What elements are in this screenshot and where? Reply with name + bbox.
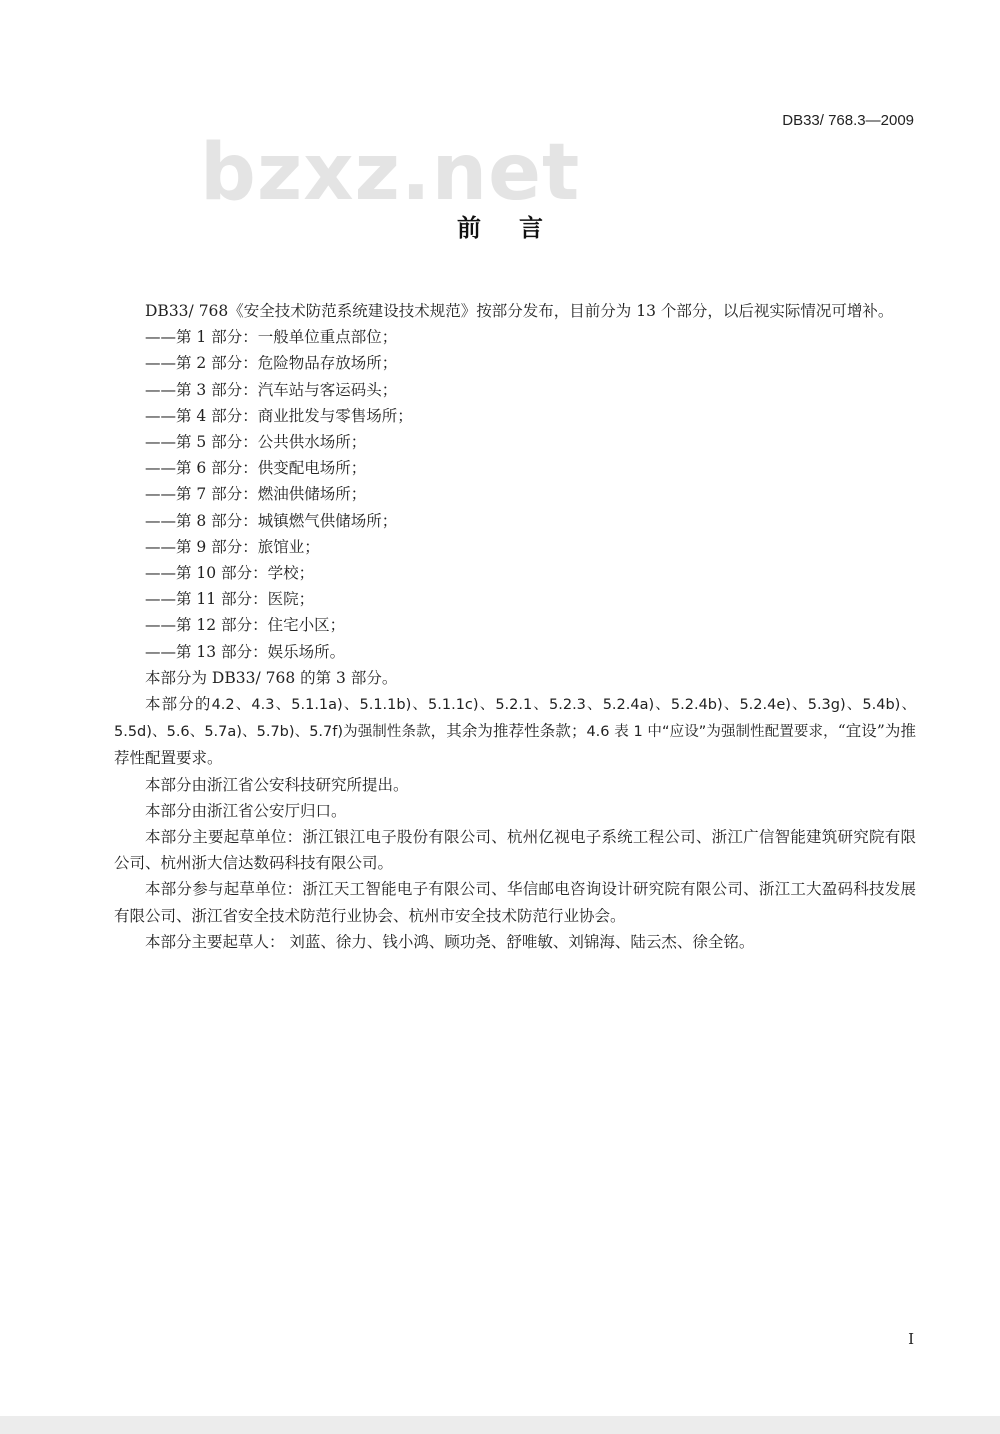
page-number: I <box>908 1330 914 1348</box>
text: 本部分的 <box>145 695 212 714</box>
watermark: bzxz.net <box>200 128 581 218</box>
participating-drafters-paragraph: 本部分参与起草单位：浙江天工智能电子有限公司、华信邮电咨询设计研究院有限公司、浙江工大盈码科技发展有限公司、浙江省安全技术防范行业协会、杭州市安全技术防范行业协会。 <box>114 880 916 925</box>
intro-paragraph: DB33/ 768《安全技术防范系统建设技术规范》按部分发布，目前分为 13 个部分，以后视实际情况可增补。 <box>145 302 894 320</box>
proposed-by-paragraph: 本部分由浙江省公安科技研究所提出。 <box>145 775 409 794</box>
managed-by-paragraph: 本部分由浙江省公安厅归口。 <box>145 801 347 820</box>
list-item: ——第 11 部分：医院； <box>145 590 315 609</box>
main-drafters-paragraph: 本部分主要起草单位：浙江银江电子股份有限公司、杭州亿视电子系统工程公司、浙江广信智能建筑研究院有限公司、杭州浙大信达数码科技有限公司。 <box>114 828 916 873</box>
bottom-band <box>0 1416 1000 1434</box>
text: “宜设”为推荐性配置要求。 <box>114 722 916 768</box>
list-item: ——第 13 部分：娱乐场所。 <box>145 642 346 661</box>
list-item: ——第 5 部分：公共供水场所； <box>145 433 367 452</box>
list-item: ——第 3 部分：汽车站与客运码头； <box>145 380 398 399</box>
list-item: ——第 9 部分：旅馆业； <box>145 537 320 556</box>
mandatory-clauses-paragraph <box>114 691 916 772</box>
text: ，其余为推荐性条款； <box>430 722 587 741</box>
list-item: ——第 7 部分：燃油供储场所； <box>145 485 367 504</box>
document-body <box>114 298 916 955</box>
mandatory-config: 4.6 表 1 中“应设”为强制性配置要求， <box>586 724 838 741</box>
list-item: ——第 1 部分：一般单位重点部位； <box>145 328 398 347</box>
standard-code: DB33/ 768.3—2009 <box>782 112 914 129</box>
list-item: ——第 4 部分：商业批发与零售场所； <box>145 406 413 425</box>
mandatory-clauses: 4.2、4.3、5.1.1a)、5.1.1b)、5.1.1c)、5.2.1、5.2.3、5.2.4a)、5.2.4b)、5.2.4e)、5.3g)、5.4b)、5.5d)、5.6、5.7a)、5.7b)、5.7f)为强制性条款 <box>114 697 916 741</box>
list-item: ——第 10 部分：学校； <box>145 564 315 583</box>
list-item: ——第 12 部分：住宅小区； <box>145 616 346 635</box>
list-item: ——第 8 部分：城镇燃气供储场所； <box>145 511 398 530</box>
list-item: ——第 6 部分：供变配电场所； <box>145 459 367 478</box>
list-item: ——第 2 部分：危险物品存放场所； <box>145 354 398 373</box>
page-title: 前言 <box>457 214 581 242</box>
this-part-paragraph: 本部分为 DB33/ 768 的第 3 部分。 <box>145 668 398 687</box>
drafters-paragraph: 本部分主要起草人： 刘蓝、徐力、钱小鸿、顾功尧、舒唯敏、刘锦海、陆云杰、徐全铭。 <box>145 932 755 951</box>
